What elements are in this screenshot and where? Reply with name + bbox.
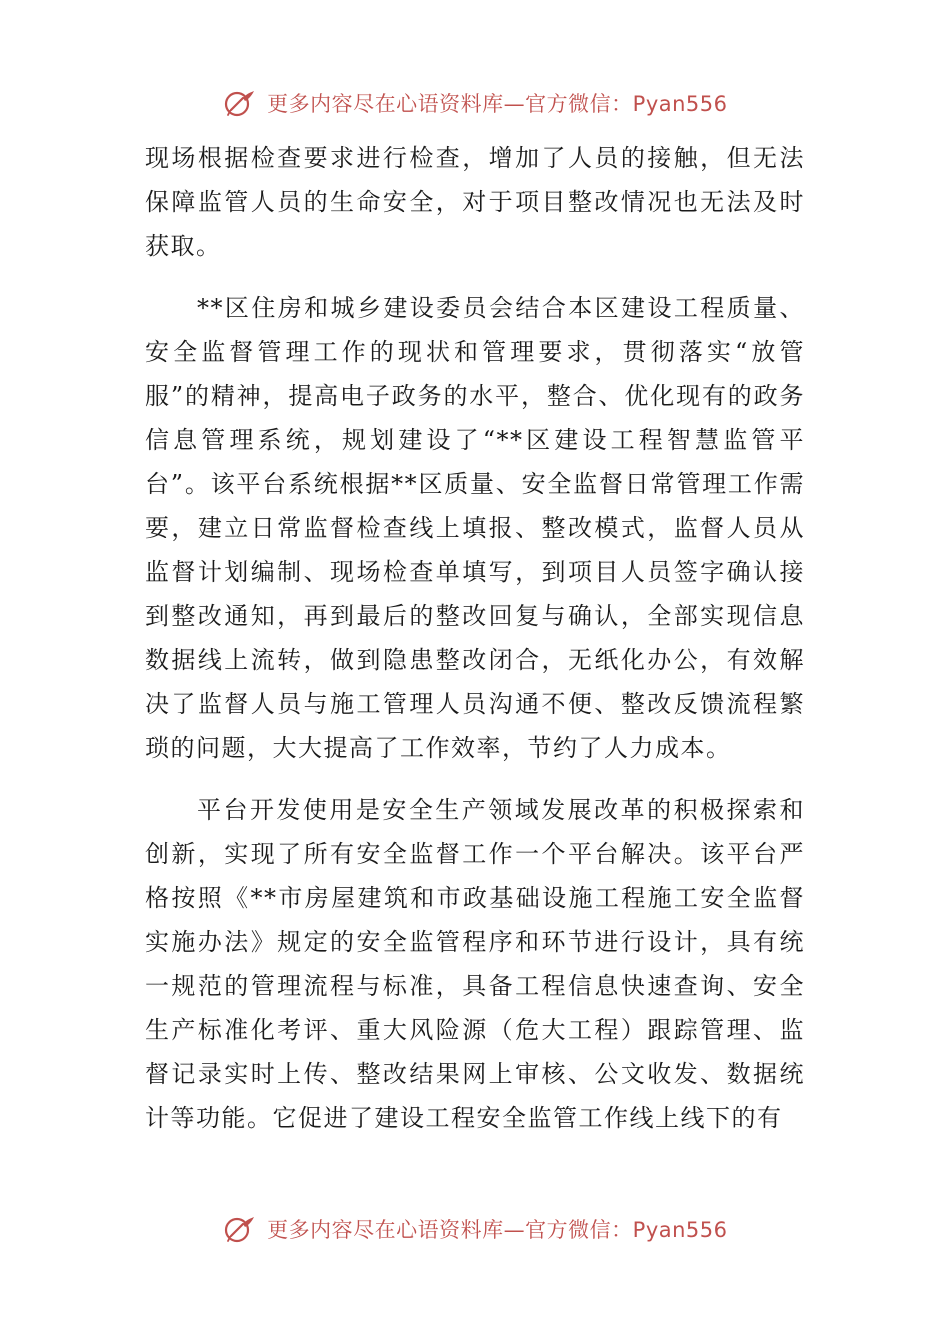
watermark-text: 更多内容尽在心语资料库—官方微信：Pyan556 — [267, 92, 728, 116]
document-body — [145, 136, 805, 1158]
paragraph-continuation: 现场根据检查要求进行检查，增加了人员的接触，但无法保障监管人员的生命安全，对于项目整改情况也无法及时获取。 — [145, 144, 805, 260]
footer-watermark — [0, 1214, 950, 1245]
paragraph-platform-features: 平台开发使用是安全生产领域发展改革的积极探索和创新，实现了所有安全监督工作一个平台解决。该平台严格按照《**市房屋建筑和市政基础设施工程施工安全监督实施办法》规定的安全监管程序和环节进行设计，具有统一规范的管理流程与标准，具备工程信息快速查询、安全生产标准化考评、重大风险源（危大工程）跟踪管理、监督记录实时上传、整改结果网上审核、公文收发、数据统计等功能。它促进了建设工程安全监管工作线上线下的有 — [145, 796, 805, 1132]
quill-seal-icon — [222, 1215, 256, 1245]
quill-seal-icon — [222, 89, 256, 119]
watermark-text: 更多内容尽在心语资料库—官方微信：Pyan556 — [267, 1218, 728, 1242]
header-watermark — [0, 88, 950, 119]
paragraph-platform-intro: **区住房和城乡建设委员会结合本区建设工程质量、安全监督管理工作的现状和管理要求，贯彻落实“放管服”的精神，提高电子政务的水平，整合、优化现有的政务信息管理系统，规划建设了“**区建设工程智慧监管平台”。该平台系统根据**区质量、安全监督日常管理工作需要，建立日常监督检查线上填报、整改模式，监督人员从监督计划编制、现场检查单填写，到项目人员签字确认接到整改通知，再到最后的整改回复与确认，全部实现信息数据线上流转，做到隐患整改闭合，无纸化办公，有效解决了监督人员与施工管理人员沟通不便、整改反馈流程繁琐的问题，大大提高了工作效率，节约了人力成本。 — [145, 294, 805, 762]
